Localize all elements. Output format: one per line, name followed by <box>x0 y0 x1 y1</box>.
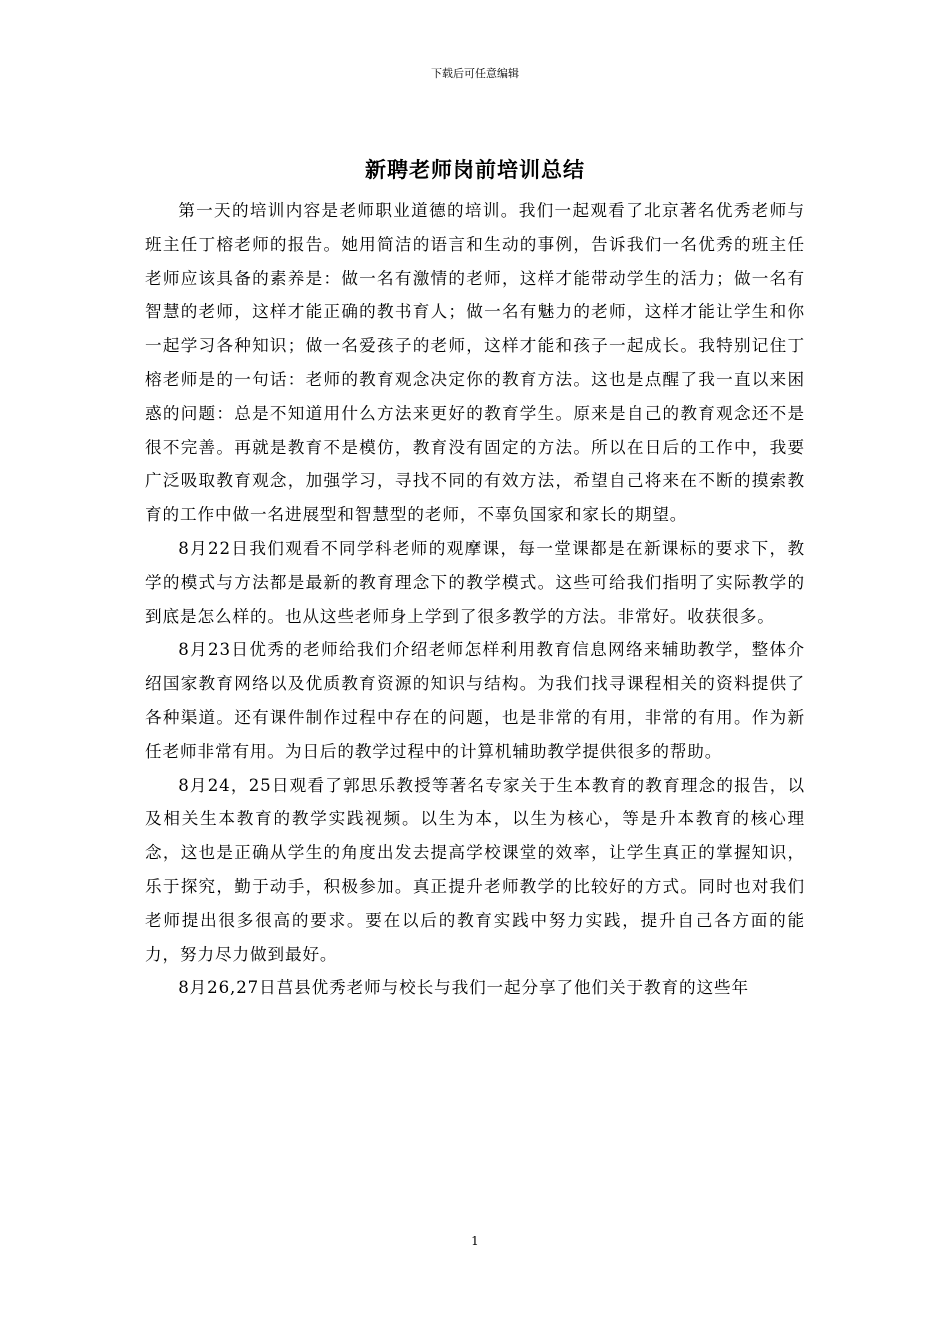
page-header-note: 下载后可任意编辑 <box>431 67 519 80</box>
paragraph-5: 8月26,27日莒县优秀老师与校长与我们一起分享了他们关于教育的这些年 <box>178 978 749 998</box>
document-title: 新聘老师岗前培训总结 <box>365 157 585 182</box>
paragraph-1: 第一天的培训内容是老师职业道德的培训。我们一起观看了北京著名优秀老师与班主任丁榕老师的报告。她用简洁的语言和生动的事例，告诉我们一名优秀的班主任老师应该具备的素养是：做一名有激情的老师，这样才能带动学生的活力；做一名有智慧的老师，这样才能正确的教书育人；做一名有魅力的老师，这样才能让学生和你一起学习各种知识；做一名爱孩子的老师，这样才能和孩子一起成长。我特别记住丁榕老师是的一句话：老师的教育观念决定你的教育方法。这也是点醒了我一直以来困惑的问题：总是不知道用什么方法来更好的教育学生。原来是自己的教育观念还不是很不完善。再就是教育不是模仿，教育没有固定的方法。所以在日后的工作中，我要广泛吸取教育观念，加强学习，寻找不同的有效方法，希望自己将来在不断的摸索教育的工作中做一名进展型和智慧型的老师，不辜负国家和家长的期望。 <box>145 201 805 525</box>
page-number: 1 <box>471 1234 479 1248</box>
paragraph-4: 8月24，25日观看了郭思乐教授等著名专家关于生本教育的教育理念的报告，以及相关生本教育的教学实践视频。以生为本，以生为核心，等是升本教育的核心理念，这也是正确从学生的角度出发去提高学校课堂的效率，让学生真正的掌握知识，乐于探究，勤于动手，积极参加。真正提升老师教学的比较好的方式。同时也对我们老师提出很多很高的要求。要在以后的教育实践中努力实践，提升自己各方面的能力，努力尽力做到最好。 <box>145 775 805 964</box>
document-body <box>145 194 805 1005</box>
paragraph-2: 8月22日我们观看不同学科老师的观摩课，每一堂课都是在新课标的要求下，教学的模式与方法都是最新的教育理念下的教学模式。这些可给我们指明了实际教学的到底是怎么样的。也从这些老师身上学到了很多教学的方法。非常好。收获很多。 <box>145 538 805 626</box>
paragraph-3: 8月23日优秀的老师给我们介绍老师怎样利用教育信息网络来辅助教学，整体介绍国家教育网络以及优质教育资源的知识与结构。为我们找寻课程相关的资料提供了各种渠道。还有课件制作过程中存在的问题，也是非常的有用，非常的有用。作为新任老师非常有用。为日后的教学过程中的计算机辅助教学提供很多的帮助。 <box>145 640 805 761</box>
